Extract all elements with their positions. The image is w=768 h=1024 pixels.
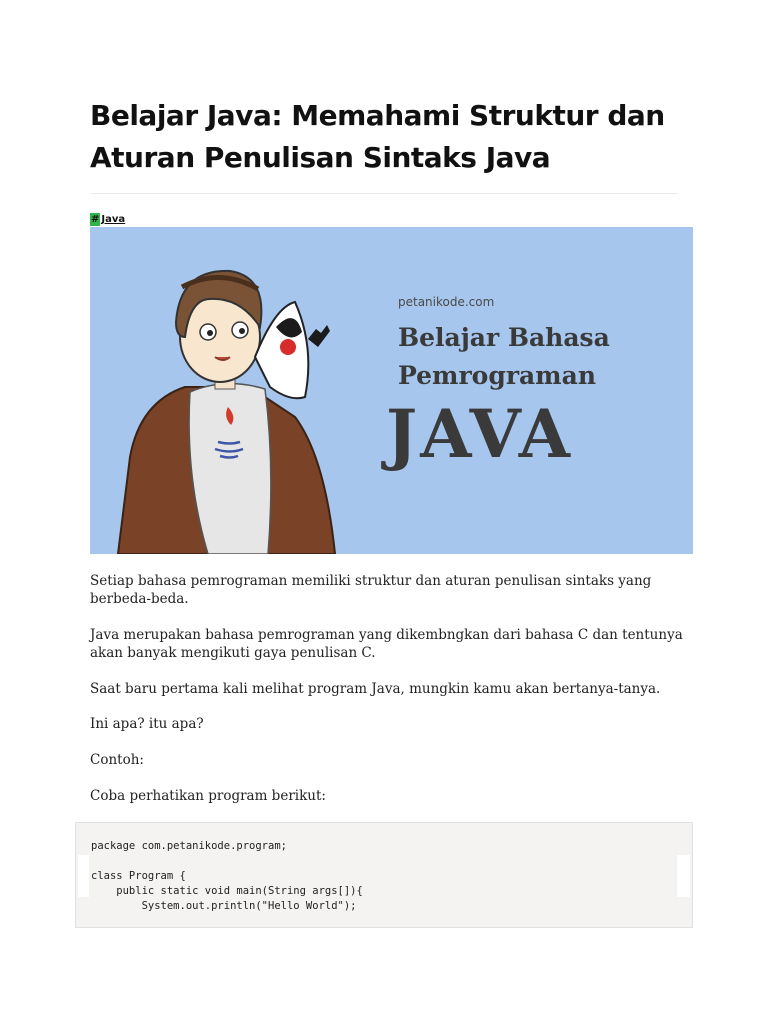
tag-label[interactable]: Java [101,213,126,225]
code-line-5: System.out.println("Hello World"); [91,900,357,912]
code-line-1: package com.petanikode.program; [91,840,287,852]
character-shirt [189,384,271,554]
code-line-3: class Program { [91,870,186,882]
paragraph-4: Ini apa? itu apa? [90,716,204,732]
title-line-1: Belajar Java: Memahami Struktur dan [90,99,665,132]
title-line-2: Aturan Penulisan Sintaks Java [90,141,551,174]
banner-heading-line-1: Belajar Bahasa [398,323,610,352]
tag-link-java[interactable] [90,212,125,226]
title-divider [90,193,677,194]
code-block-right-edge [677,855,690,897]
paragraph-2: Java merupakan bahasa pemrograman yang dikembngkan dari bahasa C dan tentunya akan banyak mengikuti gaya penulisan C. [90,627,683,661]
article-title [90,95,690,179]
code-block-left-edge [78,855,89,897]
code-block[interactable] [75,822,693,928]
paragraph-5: Contoh: [90,752,144,768]
code-text [91,839,363,914]
banner-site-name: petanikode.com [398,295,495,309]
code-line-4: public static void main(String args[]){ [91,885,363,897]
tag-hash-icon: # [91,213,100,225]
banner-heading-java: JAVA [386,395,573,473]
paragraph-1: Setiap bahasa pemrograman memiliki struktur dan aturan penulisan sintaks yang berbeda-beda. [90,573,652,607]
article-banner-image [90,227,693,554]
paragraph-3: Saat baru pertama kali melihat program Java, mungkin kamu akan bertanya-tanya. [90,681,661,697]
paragraph-6: Coba perhatikan program berikut: [90,788,326,804]
banner-heading-line-2: Pemrograman [398,361,597,390]
